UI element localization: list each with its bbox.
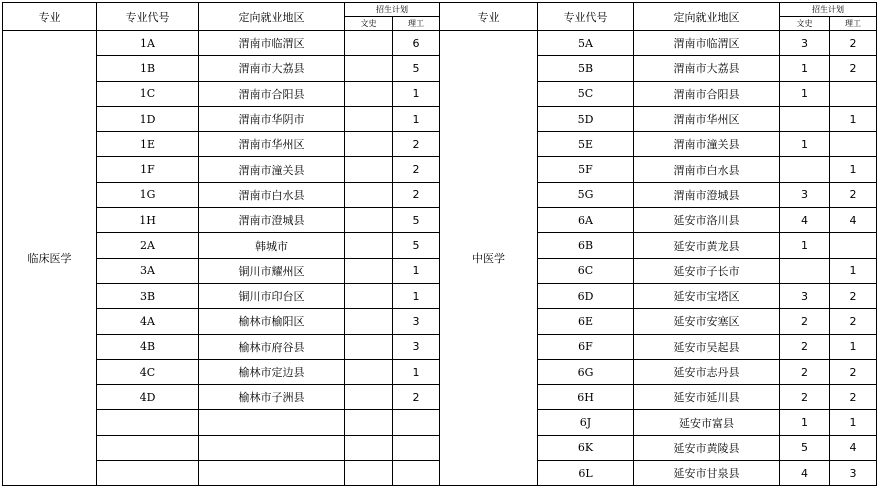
- region-name: 延安市宝塔区: [634, 283, 780, 308]
- plan-wenshi: 5: [780, 435, 830, 460]
- plan-ligong: 4: [830, 208, 877, 233]
- plan-wenshi: [345, 208, 393, 233]
- region-name: 渭南市华州区: [634, 106, 780, 131]
- plan-ligong: 2: [830, 309, 877, 334]
- region-name: 渭南市合阳县: [199, 81, 345, 106]
- specialty-code: 5E: [538, 132, 634, 157]
- table-row: [440, 31, 877, 56]
- plan-wenshi: 1: [780, 233, 830, 258]
- plan-wenshi: [345, 132, 393, 157]
- specialty-code: 5F: [538, 157, 634, 182]
- region-name: 渭南市澄城县: [199, 208, 345, 233]
- plan-wenshi: 2: [780, 359, 830, 384]
- specialty-code: 5B: [538, 56, 634, 81]
- plan-ligong: 1: [393, 258, 440, 283]
- plan-wenshi: [345, 81, 393, 106]
- right-table-body: [440, 31, 877, 486]
- plan-ligong: 2: [393, 385, 440, 410]
- region-name: 渭南市华州区: [199, 132, 345, 157]
- plan-wenshi: 1: [780, 81, 830, 106]
- plan-wenshi: 4: [780, 461, 830, 486]
- region-name: 延安市甘泉县: [634, 461, 780, 486]
- specialty-code: 1C: [97, 81, 199, 106]
- header-code: 专业代号: [97, 3, 199, 31]
- plan-wenshi: [345, 410, 393, 435]
- region-name: 渭南市临渭区: [199, 31, 345, 56]
- plan-ligong: 2: [393, 182, 440, 207]
- plan-ligong: 2: [393, 157, 440, 182]
- region-name: 延安市子长市: [634, 258, 780, 283]
- region-name: 渭南市白水县: [199, 182, 345, 207]
- region-name: 渭南市澄城县: [634, 182, 780, 207]
- plan-ligong: 2: [830, 182, 877, 207]
- region-name: 榆林市榆阳区: [199, 309, 345, 334]
- header-plan: 招生计划: [345, 3, 440, 17]
- specialty-code: 3A: [97, 258, 199, 283]
- plan-ligong: 1: [830, 106, 877, 131]
- plan-ligong: 1: [830, 334, 877, 359]
- plan-ligong: 2: [830, 385, 877, 410]
- header-wenshi: 文史: [780, 17, 830, 31]
- plan-ligong: [830, 233, 877, 258]
- specialty-code: 1F: [97, 157, 199, 182]
- region-name: 榆林市定边县: [199, 359, 345, 384]
- region-name: 延安市吴起县: [634, 334, 780, 359]
- plan-ligong: 2: [830, 283, 877, 308]
- specialty-code: 6H: [538, 385, 634, 410]
- header-wenshi: 文史: [345, 17, 393, 31]
- region-name: 渭南市潼关县: [634, 132, 780, 157]
- plan-wenshi: 1: [780, 410, 830, 435]
- region-name: 渭南市白水县: [634, 157, 780, 182]
- left-table-body: [3, 31, 440, 486]
- plan-ligong: [830, 132, 877, 157]
- specialty-code: [97, 461, 199, 486]
- plan-wenshi: [345, 435, 393, 460]
- plan-wenshi: 1: [780, 56, 830, 81]
- specialty-code: 6E: [538, 309, 634, 334]
- plan-ligong: 2: [830, 31, 877, 56]
- specialty-code: [97, 410, 199, 435]
- plan-ligong: [393, 435, 440, 460]
- specialty-code: 5G: [538, 182, 634, 207]
- plan-ligong: [393, 461, 440, 486]
- specialty-code: [97, 435, 199, 460]
- plan-wenshi: [780, 157, 830, 182]
- plan-ligong: 2: [393, 132, 440, 157]
- specialty-code: 1B: [97, 56, 199, 81]
- specialty-code: 6K: [538, 435, 634, 460]
- region-name: [199, 461, 345, 486]
- specialty-code: 2A: [97, 233, 199, 258]
- region-name: 渭南市大荔县: [199, 56, 345, 81]
- plan-wenshi: [345, 56, 393, 81]
- region-name: 延安市黄龙县: [634, 233, 780, 258]
- region-name: 延安市洛川县: [634, 208, 780, 233]
- region-name: 延安市安塞区: [634, 309, 780, 334]
- plan-wenshi: 3: [780, 283, 830, 308]
- header-major: 专业: [440, 3, 538, 31]
- plan-ligong: [393, 410, 440, 435]
- plan-wenshi: [345, 385, 393, 410]
- region-name: 韩城市: [199, 233, 345, 258]
- plan-wenshi: 3: [780, 31, 830, 56]
- major-name: 中医学: [440, 31, 538, 486]
- plan-ligong: 1: [830, 258, 877, 283]
- header-region: 定向就业地区: [634, 3, 780, 31]
- plan-ligong: 3: [393, 334, 440, 359]
- specialty-code: 6A: [538, 208, 634, 233]
- header-major: 专业: [3, 3, 97, 31]
- specialty-code: 1H: [97, 208, 199, 233]
- specialty-code: 6B: [538, 233, 634, 258]
- plan-wenshi: 2: [780, 309, 830, 334]
- region-name: 延安市志丹县: [634, 359, 780, 384]
- plan-ligong: [830, 81, 877, 106]
- table-row: [3, 31, 440, 56]
- header-ligong: 理工: [830, 17, 877, 31]
- region-name: 渭南市华阴市: [199, 106, 345, 131]
- specialty-code: 6L: [538, 461, 634, 486]
- region-name: 延安市富县: [634, 410, 780, 435]
- region-name: 榆林市子洲县: [199, 385, 345, 410]
- specialty-code: 1A: [97, 31, 199, 56]
- specialty-code: 1D: [97, 106, 199, 131]
- plan-wenshi: [345, 258, 393, 283]
- specialty-code: 1G: [97, 182, 199, 207]
- plan-ligong: 3: [830, 461, 877, 486]
- plan-ligong: 1: [393, 106, 440, 131]
- specialty-code: 4D: [97, 385, 199, 410]
- plan-ligong: 1: [393, 283, 440, 308]
- plan-wenshi: [345, 309, 393, 334]
- plan-wenshi: [345, 157, 393, 182]
- plan-wenshi: 3: [780, 182, 830, 207]
- header-region: 定向就业地区: [199, 3, 345, 31]
- specialty-code: 5C: [538, 81, 634, 106]
- header-plan: 招生计划: [780, 3, 877, 17]
- region-name: 延安市黄陵县: [634, 435, 780, 460]
- plan-wenshi: [345, 106, 393, 131]
- region-name: 铜川市耀州区: [199, 258, 345, 283]
- region-name: [199, 410, 345, 435]
- plan-ligong: 1: [393, 81, 440, 106]
- plan-ligong: 5: [393, 56, 440, 81]
- region-name: 渭南市潼关县: [199, 157, 345, 182]
- specialty-code: 6J: [538, 410, 634, 435]
- plan-ligong: 4: [830, 435, 877, 460]
- region-name: [199, 435, 345, 460]
- plan-wenshi: 2: [780, 334, 830, 359]
- region-name: 渭南市临渭区: [634, 31, 780, 56]
- specialty-code: 6D: [538, 283, 634, 308]
- plan-wenshi: [345, 334, 393, 359]
- specialty-code: 1E: [97, 132, 199, 157]
- left-table: [2, 2, 440, 486]
- plan-wenshi: [345, 31, 393, 56]
- plan-wenshi: [780, 258, 830, 283]
- specialty-code: 5A: [538, 31, 634, 56]
- plan-wenshi: [345, 283, 393, 308]
- plan-wenshi: 2: [780, 385, 830, 410]
- specialty-code: 3B: [97, 283, 199, 308]
- plan-wenshi: 1: [780, 132, 830, 157]
- header-ligong: 理工: [393, 17, 440, 31]
- plan-ligong: 6: [393, 31, 440, 56]
- plan-wenshi: [345, 182, 393, 207]
- plan-wenshi: [345, 359, 393, 384]
- plan-wenshi: 4: [780, 208, 830, 233]
- specialty-code: 6F: [538, 334, 634, 359]
- plan-wenshi: [780, 106, 830, 131]
- plan-ligong: 5: [393, 233, 440, 258]
- specialty-code: 6C: [538, 258, 634, 283]
- region-name: 延安市延川县: [634, 385, 780, 410]
- region-name: 榆林市府谷县: [199, 334, 345, 359]
- plan-ligong: 2: [830, 359, 877, 384]
- region-name: 渭南市合阳县: [634, 81, 780, 106]
- header-code: 专业代号: [538, 3, 634, 31]
- right-table: [439, 2, 877, 486]
- plan-ligong: 1: [830, 157, 877, 182]
- region-name: 铜川市印台区: [199, 283, 345, 308]
- major-name: 临床医学: [3, 31, 97, 486]
- specialty-code: 6G: [538, 359, 634, 384]
- plan-ligong: 1: [393, 359, 440, 384]
- region-name: 渭南市大荔县: [634, 56, 780, 81]
- plan-ligong: 2: [830, 56, 877, 81]
- specialty-code: 5D: [538, 106, 634, 131]
- plan-ligong: 3: [393, 309, 440, 334]
- plan-wenshi: [345, 461, 393, 486]
- plan-ligong: 5: [393, 208, 440, 233]
- plan-ligong: 1: [830, 410, 877, 435]
- plan-wenshi: [345, 233, 393, 258]
- specialty-code: 4A: [97, 309, 199, 334]
- specialty-code: 4C: [97, 359, 199, 384]
- specialty-code: 4B: [97, 334, 199, 359]
